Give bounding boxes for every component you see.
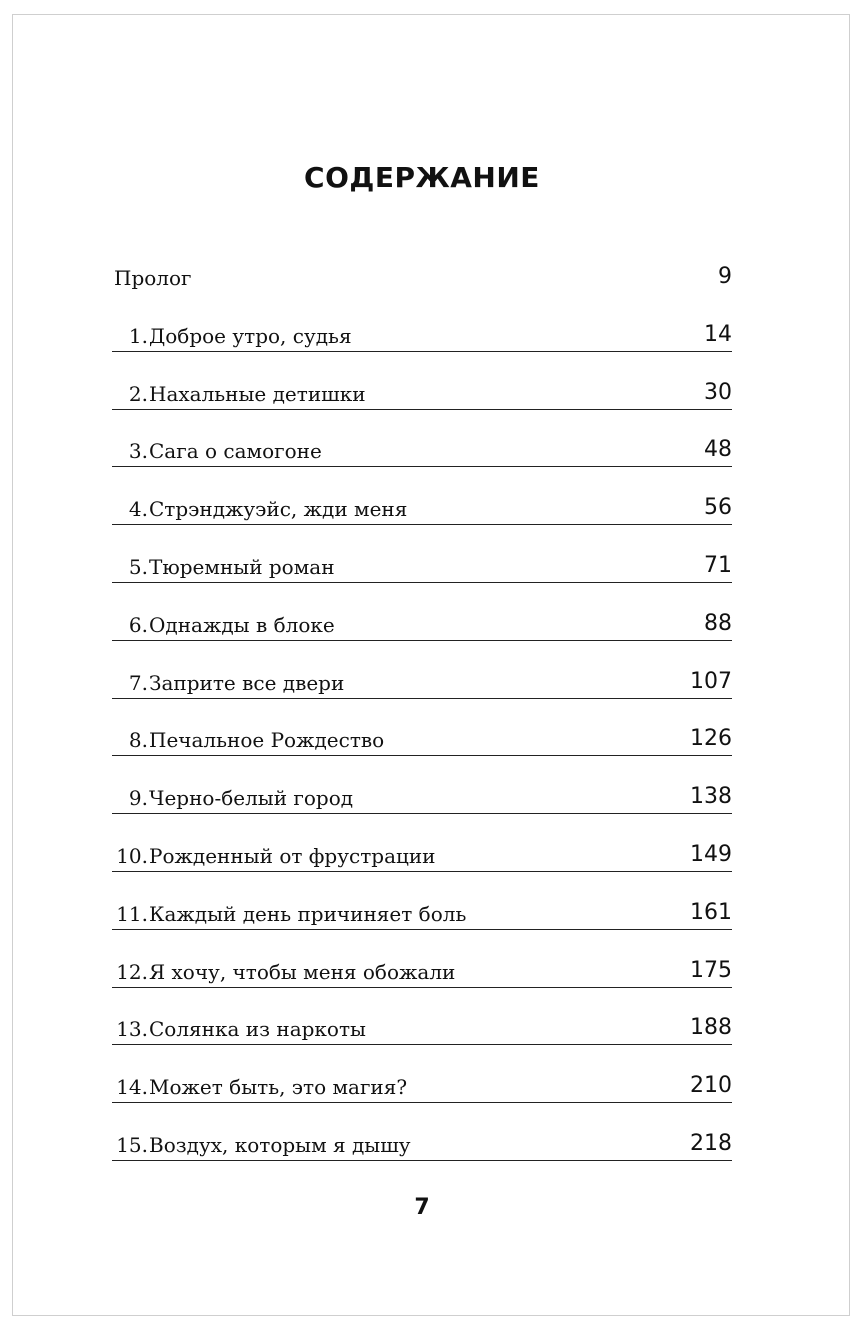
page-frame [12, 14, 850, 1316]
chapter-page-number: 210 [690, 1073, 732, 1099]
chapter-number: 2. [128, 381, 148, 406]
chapter-title: Нахальные детишки [149, 381, 366, 406]
chapter-title: Заприте все двери [149, 670, 345, 695]
chapter-page-number: 138 [690, 784, 732, 810]
toc-entry[interactable] [112, 604, 732, 641]
page-number: 7 [414, 1195, 430, 1220]
toc-entry[interactable] [112, 835, 732, 872]
chapter-page-number: 30 [704, 379, 732, 405]
page-title: СОДЕРЖАНИЕ [304, 161, 540, 194]
chapter-number: 7. [128, 670, 148, 695]
chapter-page-number: 9 [718, 264, 732, 289]
chapter-page-number: 71 [704, 553, 732, 578]
chapter-title: Однажды в блоке [149, 612, 335, 637]
toc-entry[interactable] [112, 893, 732, 930]
chapter-page-number: 161 [690, 899, 732, 925]
toc-entry[interactable] [112, 1008, 732, 1045]
chapter-title: Я хочу, чтобы меня обожали [149, 959, 456, 984]
toc-entry[interactable] [112, 315, 732, 352]
chapter-title: Тюремный роман [149, 555, 335, 579]
chapter-page-number: 88 [704, 610, 732, 636]
toc-entry[interactable] [112, 1066, 732, 1103]
toc-entry-prologue[interactable] [112, 257, 732, 293]
chapter-page-number: 56 [704, 495, 732, 521]
chapter-page-number: 126 [690, 726, 732, 752]
chapter-title: Воздух, которым я дышу [149, 1133, 411, 1157]
toc-entry[interactable] [112, 662, 732, 699]
chapter-number: 14. [116, 1075, 148, 1100]
chapter-number: 10. [116, 844, 148, 868]
chapter-page-number: 188 [690, 1015, 732, 1041]
chapter-number: 3. [128, 439, 148, 464]
chapter-number: 9. [128, 786, 148, 811]
chapter-page-number: 48 [704, 437, 732, 463]
chapter-title: Черно-белый город [149, 786, 354, 811]
chapter-page-number: 149 [690, 842, 732, 867]
toc-entry[interactable] [112, 488, 732, 525]
chapter-number: 12. [116, 959, 148, 984]
chapter-number: 13. [116, 1017, 148, 1042]
chapter-number: 11. [116, 901, 148, 926]
chapter-title: Каждый день причиняет боль [149, 901, 467, 926]
chapter-title: Доброе утро, судья [149, 323, 352, 348]
chapter-page-number: 107 [690, 668, 732, 694]
toc-entry[interactable] [112, 951, 732, 988]
chapter-page-number: 14 [704, 321, 732, 347]
chapter-title: Может быть, это магия? [149, 1075, 408, 1100]
toc-entry[interactable] [112, 777, 732, 814]
toc-entry[interactable] [112, 373, 732, 410]
chapter-number: 1. [128, 323, 148, 348]
chapter-number: 15. [116, 1133, 148, 1157]
toc-entry[interactable] [112, 430, 732, 467]
chapter-page-number: 175 [690, 957, 732, 983]
chapter-title: Пролог [114, 266, 192, 290]
chapter-title: Солянка из наркоты [149, 1017, 366, 1042]
chapter-title: Стрэнджуэйс, жди меня [149, 497, 408, 522]
chapter-number: 8. [128, 728, 148, 753]
chapter-title: Рожденный от фрустрации [149, 844, 436, 868]
toc-entry[interactable] [112, 719, 732, 756]
chapter-number: 5. [128, 555, 148, 579]
chapter-title: Сага о самогоне [149, 439, 322, 464]
chapter-title: Печальное Рождество [149, 728, 385, 753]
chapter-number: 4. [128, 497, 148, 522]
toc-entry[interactable] [112, 546, 732, 583]
chapter-page-number: 218 [690, 1131, 732, 1156]
toc-entry[interactable] [112, 1124, 732, 1161]
chapter-number: 6. [128, 612, 148, 637]
